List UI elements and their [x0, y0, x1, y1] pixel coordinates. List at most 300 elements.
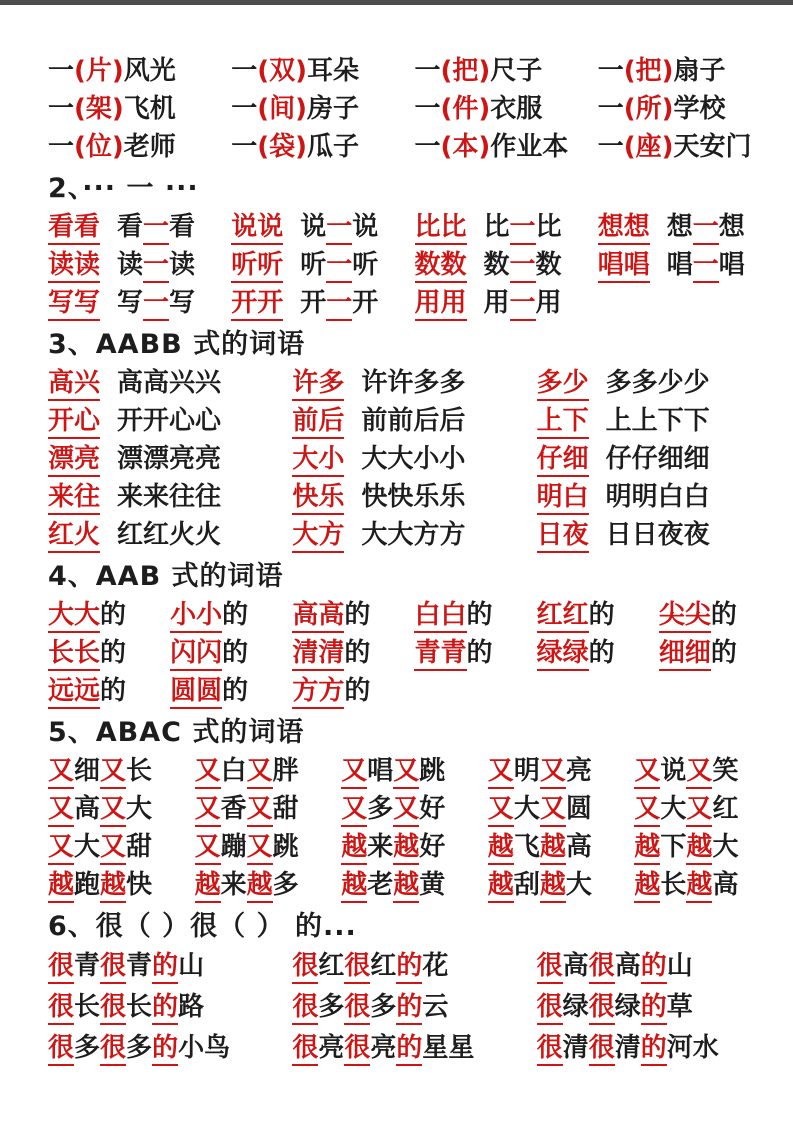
word-segment: 很: [344, 992, 370, 1025]
word-segment: 唱: [367, 756, 394, 786]
word-segment: 的: [641, 951, 667, 984]
word-item: [195, 866, 342, 904]
word-segment: 亮: [318, 1033, 345, 1063]
word-segment: 细细: [659, 638, 711, 671]
word-item: [48, 246, 231, 284]
word-segment: 闪闪: [170, 638, 222, 671]
word-segment: 的: [152, 1033, 178, 1066]
word-segment: 开: [352, 288, 379, 318]
word-segment: 快快乐乐: [361, 482, 466, 512]
word-item: [292, 440, 536, 478]
word-item: [537, 596, 659, 634]
word-segment: 越: [540, 832, 566, 865]
word-segment: 听: [300, 250, 327, 280]
word-segment: 越: [634, 870, 660, 903]
word-segment: 多: [126, 1033, 153, 1063]
word-segment: 花: [422, 951, 449, 981]
word-segment: 一: [143, 250, 169, 283]
word-segment: 一: [231, 132, 258, 162]
word-segment: 开心: [48, 406, 100, 439]
word-segment: 许多: [292, 368, 344, 401]
word-segment: 一: [693, 250, 719, 283]
word-segment: 看看: [48, 212, 100, 245]
word-row: [48, 516, 781, 554]
word-segment: 的: [222, 638, 249, 668]
word-item: [598, 246, 781, 284]
word-segment: 大: [513, 794, 540, 824]
word-segment: 一: [597, 94, 624, 124]
word-item: [415, 246, 598, 284]
word-item: [537, 402, 781, 440]
word-segment: 圆: [565, 794, 592, 824]
word-segment: 越: [393, 832, 419, 865]
word-segment: 很: [589, 951, 615, 984]
word-row: [48, 478, 781, 516]
word-segment: 大大小小: [361, 444, 466, 474]
word-segment: 很: [292, 1033, 318, 1066]
word-row: [48, 596, 781, 634]
word-segment: 一: [48, 94, 75, 124]
word-segment: 听: [352, 250, 379, 280]
word-segment: (架): [74, 94, 124, 124]
word-segment: 又: [393, 794, 419, 827]
word-row: [48, 828, 781, 866]
word-segment: 圆圆: [170, 676, 222, 709]
word-item: [292, 672, 414, 710]
word-item: [537, 946, 781, 987]
word-segment: 越: [341, 832, 367, 865]
word-segment: 很: [100, 1033, 126, 1066]
word-segment: 天安门: [673, 132, 752, 162]
section-header-aab: 4、AAB 式的词语: [48, 561, 284, 592]
word-item: [170, 634, 292, 672]
word-segment: 一: [597, 132, 624, 162]
word-segment: 白: [220, 756, 247, 786]
word-segment: 红: [712, 794, 739, 824]
word-segment: 来来往往: [117, 482, 222, 512]
word-item: [48, 634, 170, 672]
word-segment: 尺子: [490, 56, 543, 86]
word-row: [48, 246, 781, 284]
word-segment: 很: [344, 951, 370, 984]
word-segment: 的: [344, 600, 371, 630]
word-segment: 大: [74, 832, 101, 862]
word-item: [537, 440, 781, 478]
word-item: [231, 128, 414, 166]
word-segment: 远远: [48, 676, 100, 709]
word-segment: 一: [597, 56, 624, 86]
word-segment: 想: [666, 212, 693, 242]
word-segment: 笑: [712, 756, 739, 786]
word-item: [415, 52, 598, 90]
word-item: [341, 752, 488, 790]
word-item: [48, 128, 231, 166]
word-item: [598, 128, 781, 166]
word-segment: 越: [393, 870, 419, 903]
word-segment: 大大: [48, 600, 100, 633]
word-segment: 数数: [415, 250, 467, 283]
word-segment: 好: [419, 832, 446, 862]
word-item: [48, 946, 292, 987]
word-segment: 红红火火: [117, 520, 222, 550]
word-segment: 多: [272, 870, 299, 900]
word-segment: 很: [48, 992, 74, 1025]
word-segment: 很: [292, 992, 318, 1025]
word-segment: 一: [326, 288, 352, 321]
word-segment: 衣服: [490, 94, 543, 124]
word-segment: 的: [396, 951, 422, 984]
word-item: [48, 402, 292, 440]
word-item: [48, 1028, 292, 1069]
word-segment: 红: [318, 951, 345, 981]
word-segment: 大方: [292, 520, 344, 553]
word-item: [488, 828, 635, 866]
word-segment: 很: [292, 951, 318, 984]
word-segment: 漂漂亮亮: [117, 444, 222, 474]
word-item: [659, 596, 781, 634]
word-segment: 想想: [598, 212, 650, 245]
word-segment: 明白: [537, 482, 589, 515]
word-segment: 的: [222, 676, 249, 706]
word-segment: 跳: [419, 756, 446, 786]
word-segment: 来: [367, 832, 394, 862]
word-segment: 一: [231, 56, 258, 86]
word-segment: 清: [614, 1033, 641, 1063]
word-segment: 读: [169, 250, 196, 280]
word-segment: 来往: [48, 482, 100, 515]
word-segment: 比: [483, 212, 510, 242]
word-item: [537, 516, 781, 554]
word-segment: 蹦: [220, 832, 247, 862]
word-segment: 好: [419, 794, 446, 824]
word-row: [48, 90, 781, 128]
word-segment: 又: [48, 794, 74, 827]
word-segment: (把): [440, 56, 491, 86]
section-abac: [48, 714, 781, 904]
word-segment: 一: [510, 250, 536, 283]
word-segment: 看: [169, 212, 196, 242]
word-segment: 甜: [126, 832, 153, 862]
word-segment: 河水: [666, 1033, 719, 1063]
word-segment: 开: [300, 288, 327, 318]
word-segment: 又: [100, 832, 126, 865]
word-segment: 来: [220, 870, 247, 900]
word-item: [488, 866, 635, 904]
word-segment: 快: [126, 870, 153, 900]
word-segment: 许许多多: [361, 368, 466, 398]
word-row: [48, 440, 781, 478]
word-segment: 草: [666, 992, 693, 1022]
word-segment: 青: [74, 951, 101, 981]
word-item: [634, 752, 781, 790]
word-segment: 大: [712, 832, 739, 862]
word-item: [48, 828, 195, 866]
word-segment: 越: [488, 832, 514, 865]
word-segment: 一: [414, 56, 441, 86]
word-segment: 说: [352, 212, 379, 242]
word-segment: 又: [341, 756, 367, 789]
word-segment: 飞机: [123, 94, 176, 124]
word-item: [48, 790, 195, 828]
word-segment: 黄: [419, 870, 446, 900]
word-segment: 高: [562, 951, 589, 981]
word-segment: 一: [326, 212, 352, 245]
word-segment: 小小: [170, 600, 222, 633]
word-item: [48, 208, 231, 246]
word-segment: 瓜子: [307, 132, 360, 162]
word-segment: 的: [396, 992, 422, 1025]
word-segment: 高: [614, 951, 641, 981]
word-segment: 唱唱: [598, 250, 650, 283]
word-item: [415, 284, 598, 322]
word-segment: 风光: [123, 56, 176, 86]
word-item: [48, 52, 231, 90]
word-segment: 多: [367, 794, 394, 824]
word-segment: 一: [510, 288, 536, 321]
word-segment: 又: [488, 756, 514, 789]
word-segment: 刮: [513, 870, 540, 900]
word-segment: 很: [537, 1033, 563, 1066]
word-item: [292, 987, 536, 1028]
word-segment: (座): [623, 132, 674, 162]
word-item: [415, 128, 598, 166]
word-item: [195, 790, 342, 828]
word-item: [537, 364, 781, 402]
word-segment: 唱: [718, 250, 745, 280]
word-segment: 很: [48, 951, 74, 984]
section-measure-words: [48, 52, 781, 166]
word-segment: (把): [623, 56, 674, 86]
word-item: [231, 90, 414, 128]
word-segment: 快乐: [292, 482, 344, 515]
word-segment: 又: [488, 794, 514, 827]
word-segment: 想: [718, 212, 745, 242]
word-segment: 大大方方: [361, 520, 466, 550]
word-segment: 甜: [272, 794, 299, 824]
word-segment: 一: [510, 212, 536, 245]
word-segment: 长: [74, 992, 101, 1022]
word-segment: 前后: [292, 406, 344, 439]
word-item: [292, 1028, 536, 1069]
word-segment: 越: [686, 870, 712, 903]
word-segment: (本): [440, 132, 491, 162]
word-item: [414, 634, 536, 672]
word-segment: 的: [466, 638, 493, 668]
word-item: [341, 866, 488, 904]
word-item: [598, 208, 781, 246]
word-segment: 很: [589, 992, 615, 1025]
word-item: [634, 828, 781, 866]
word-segment: 越: [488, 870, 514, 903]
word-segment: 说说: [231, 212, 283, 245]
word-segment: 细: [74, 756, 101, 786]
word-segment: 的: [466, 600, 493, 630]
word-segment: 读: [117, 250, 144, 280]
word-segment: 又: [247, 756, 273, 789]
word-item: [48, 516, 292, 554]
word-item: [231, 284, 414, 322]
word-segment: 又: [341, 794, 367, 827]
word-segment: 的: [396, 1033, 422, 1066]
word-segment: 用: [535, 288, 562, 318]
word-segment: 的: [710, 638, 737, 668]
word-segment: 漂亮: [48, 444, 100, 477]
word-segment: 听听: [231, 250, 283, 283]
word-segment: 又: [393, 756, 419, 789]
word-segment: 绿: [562, 992, 589, 1022]
word-segment: 很: [100, 951, 126, 984]
word-item: [292, 946, 536, 987]
word-item: [48, 284, 231, 322]
word-segment: (件): [440, 94, 491, 124]
word-item: [170, 672, 292, 710]
word-item: [195, 828, 342, 866]
word-item: [415, 208, 598, 246]
word-segment: 又: [48, 832, 74, 865]
word-segment: 老: [367, 870, 394, 900]
word-segment: 高: [712, 870, 739, 900]
word-segment: 的: [152, 992, 178, 1025]
word-segment: 又: [48, 756, 74, 789]
word-segment: 又: [634, 756, 660, 789]
word-item: [195, 752, 342, 790]
word-segment: 多: [370, 992, 397, 1022]
word-segment: 的: [641, 1033, 667, 1066]
word-row: [48, 672, 781, 710]
word-segment: 高: [565, 832, 592, 862]
word-segment: 唱: [666, 250, 693, 280]
word-item: [537, 634, 659, 672]
worksheet-content: [0, 5, 793, 1069]
word-segment: (间): [257, 94, 308, 124]
word-segment: 的: [100, 638, 127, 668]
word-segment: 一: [693, 212, 719, 245]
word-item: [341, 828, 488, 866]
word-segment: 香: [220, 794, 247, 824]
word-segment: 很: [100, 992, 126, 1025]
word-segment: 的: [152, 951, 178, 984]
word-segment: 越: [247, 870, 273, 903]
word-segment: 的: [710, 600, 737, 630]
word-segment: 扇子: [673, 56, 726, 86]
word-segment: 数: [483, 250, 510, 280]
word-item: [341, 790, 488, 828]
word-segment: 多: [74, 1033, 101, 1063]
word-segment: 青青: [414, 638, 466, 671]
word-segment: 多少: [537, 368, 589, 401]
word-segment: 上下: [537, 406, 589, 439]
word-segment: 学校: [673, 94, 726, 124]
word-segment: 很: [589, 1033, 615, 1066]
word-segment: (所): [623, 94, 674, 124]
word-segment: 读读: [48, 250, 100, 283]
word-segment: 路: [178, 992, 205, 1022]
word-segment: 仔仔细细: [605, 444, 710, 474]
word-item: [292, 596, 414, 634]
word-segment: 说: [660, 756, 687, 786]
word-segment: 又: [540, 756, 566, 789]
word-segment: 又: [247, 794, 273, 827]
word-segment: 跑: [74, 870, 101, 900]
word-segment: 高高: [292, 600, 344, 633]
word-segment: 用: [483, 288, 510, 318]
word-segment: 越: [540, 870, 566, 903]
word-segment: (片): [74, 56, 124, 86]
section-a-yi-a: [48, 170, 781, 322]
word-segment: (双): [257, 56, 308, 86]
word-item: [48, 90, 231, 128]
word-item: [48, 596, 170, 634]
word-item: [48, 752, 195, 790]
word-segment: 大: [660, 794, 687, 824]
word-segment: 红: [370, 951, 397, 981]
word-segment: 房子: [307, 94, 360, 124]
word-row: [48, 866, 781, 904]
word-segment: 长: [126, 756, 153, 786]
word-segment: 越: [100, 870, 126, 903]
word-segment: 大小: [292, 444, 344, 477]
word-segment: 说: [300, 212, 327, 242]
word-segment: 一: [414, 132, 441, 162]
word-row: [48, 752, 781, 790]
word-segment: 白白: [414, 600, 466, 633]
word-segment: 用用: [415, 288, 467, 321]
word-item: [48, 866, 195, 904]
word-segment: 又: [195, 832, 221, 865]
word-segment: 星星: [422, 1033, 475, 1063]
word-segment: 写: [117, 288, 144, 318]
section-header-a-yi-a: 2、··· 一 ···: [48, 173, 199, 204]
word-item: [48, 478, 292, 516]
word-segment: 高兴: [48, 368, 100, 401]
word-segment: 又: [686, 794, 712, 827]
word-segment: 下: [660, 832, 687, 862]
word-item: [488, 752, 635, 790]
word-row: [48, 128, 781, 166]
section-aabb: [48, 326, 781, 554]
word-item: [598, 90, 781, 128]
word-segment: 明明白白: [605, 482, 710, 512]
word-segment: 高: [74, 794, 101, 824]
word-item: [231, 246, 414, 284]
word-segment: 很: [537, 951, 563, 984]
word-item: [292, 364, 536, 402]
word-item: [488, 790, 635, 828]
word-segment: 日夜: [537, 520, 589, 553]
word-segment: 越: [341, 870, 367, 903]
word-item: [48, 987, 292, 1028]
word-segment: 越: [195, 870, 221, 903]
word-segment: 比: [535, 212, 562, 242]
word-segment: 一: [143, 212, 169, 245]
section-aab: [48, 558, 781, 710]
word-segment: 飞: [513, 832, 540, 862]
word-segment: 长长: [48, 638, 100, 671]
word-segment: 小鸟: [178, 1033, 231, 1063]
section-s6: [48, 908, 781, 1069]
word-segment: 跳: [272, 832, 299, 862]
word-segment: 又: [195, 794, 221, 827]
word-segment: 老师: [123, 132, 176, 162]
word-segment: 明: [513, 756, 540, 786]
word-segment: 青: [126, 951, 153, 981]
word-row: [48, 1028, 781, 1069]
word-segment: 多多少少: [605, 368, 710, 398]
word-row: [48, 987, 781, 1028]
word-segment: 一: [48, 132, 75, 162]
word-item: [634, 790, 781, 828]
word-segment: 红红: [537, 600, 589, 633]
